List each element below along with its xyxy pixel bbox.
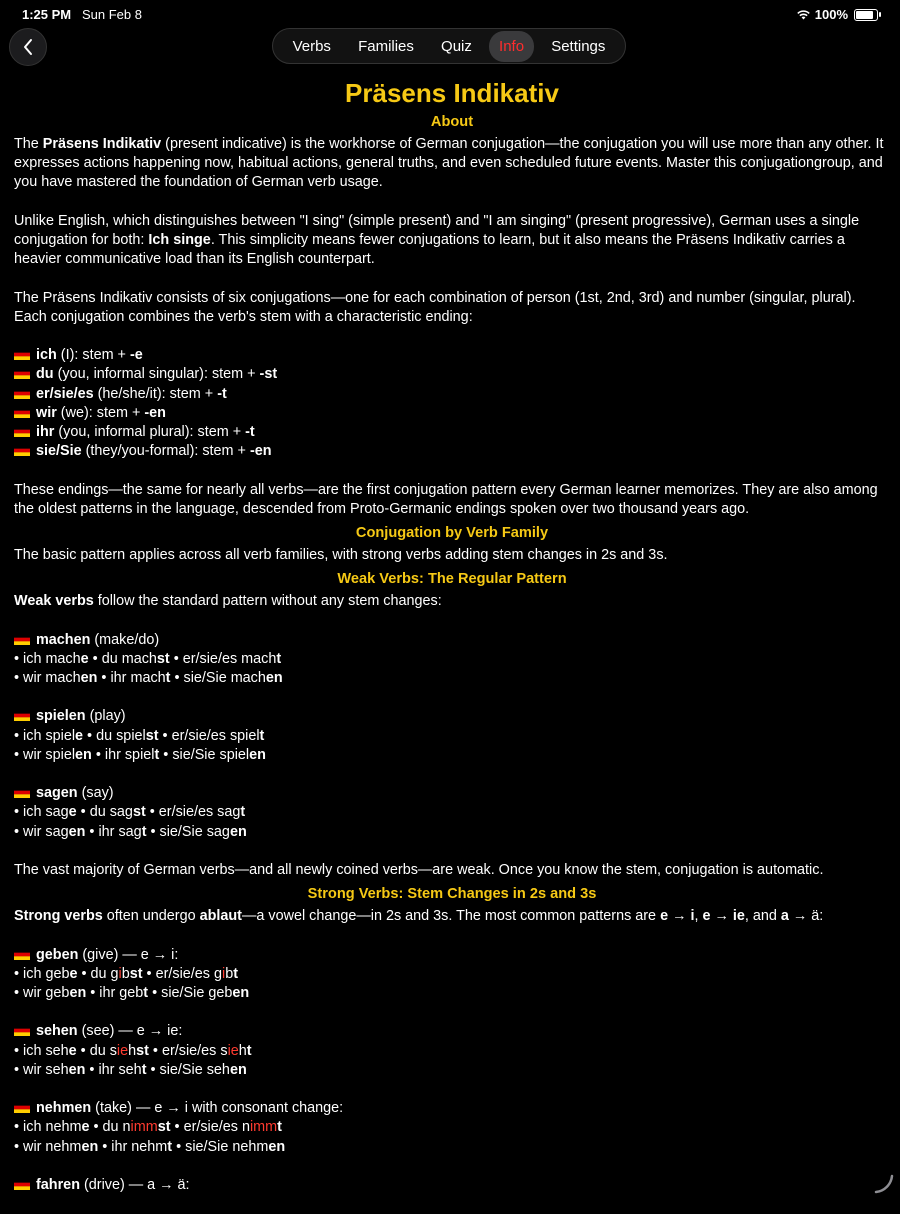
verb-ending: en [249,746,266,763]
spacer [14,1003,890,1022]
verb-ending: en [268,1138,286,1155]
german-flag-icon [14,634,30,645]
ending-item [14,442,890,461]
bold-text: Strong verbs [14,908,103,925]
verb-stem: wir spiel [23,746,76,763]
ending: -en [249,443,272,460]
verb-gloss: (play) [85,708,126,725]
verb-header [14,1176,890,1195]
tab-verbs[interactable]: Verbs [292,37,331,55]
ending-item [14,346,890,365]
bullet: • [97,670,111,686]
text-span: ä: [811,908,824,925]
verb-ending: st [136,1042,149,1059]
verb-stem: er/sie/es spiel [171,727,260,744]
conjugation-row [14,965,890,984]
german-flag-icon [14,710,30,721]
verb-ending: e [68,1042,77,1059]
verb-ending: t [141,823,147,840]
verb-ending: st [157,1119,171,1136]
weak-outro: The vast majority of German verbs—and all newly coined verbs—are weak. Once you know the stem, conjugation is automatic. [14,861,824,878]
verb-stem: du mach [101,650,157,667]
back-button[interactable] [9,28,47,66]
text-span: —a vowel change—in 2s and 3s. The most common patterns are [241,908,661,925]
verb-block [14,707,890,765]
bullet: • [14,984,24,1001]
ending: -t [217,385,227,402]
verb-ending: e [75,727,84,744]
german-flag-icon [14,787,30,798]
verb-gloss: (make/do) [90,631,160,648]
endings-list [14,346,890,461]
verb-ending: t [246,1042,252,1059]
verb-ending: en [229,823,247,840]
spacer [14,1157,890,1176]
conjugation-row [14,803,890,822]
verb-ending: st [156,650,170,667]
verb-stem: ich mach [23,650,81,667]
verb-stem: h [238,1042,247,1059]
verb-gloss: (say) [77,785,114,802]
ending-desc: (I): stem + [56,347,130,364]
pronoun: du [36,366,54,383]
bullet: • [14,670,24,686]
ending: -en [144,404,166,421]
stem-change: ie [116,1042,129,1059]
german-flag-icon [14,1025,30,1036]
german-flag-icon [14,388,30,399]
strong-heading: Strong Verbs: Stem Changes in 2s and 3s [307,886,597,903]
verb-ending: t [141,1061,147,1078]
bullet: • [142,965,156,982]
ending-desc: (they/you-formal): stem + [81,443,250,460]
german-flag-icon [14,407,30,418]
about-paragraph-1 [14,135,890,193]
ending-item [14,423,890,442]
bullet: • [14,1042,24,1059]
chevron-left-icon [22,38,34,56]
bullet: • [14,804,24,821]
pronoun: wir [36,404,57,421]
verb-stem: er/sie/es mach [182,650,277,667]
verb-name: fahren [36,1176,80,1193]
conjugation-row [14,823,890,842]
bullet: • [146,1061,160,1078]
conjugation-row [14,650,890,669]
conjugation-row [14,1138,890,1157]
family-heading: Conjugation by Verb Family [355,525,549,541]
verb-gloss: (drive) — a → ä: [79,1176,190,1193]
stem-change: imm [249,1119,278,1136]
verb-name: sehen [36,1023,78,1040]
text-span: follow the standard pattern without any stem changes: [93,593,442,610]
info-content [14,76,890,1214]
verb-stem: du s [89,1042,117,1059]
pronoun: ihr [36,424,55,440]
verb-stem: du sag [89,804,133,821]
bullet: • [172,1138,186,1155]
status-bar [0,0,900,28]
verb-ending: t [143,984,149,1001]
conjugation-row [14,1042,890,1061]
verb-stem: sie/Sie mach [183,670,266,686]
verb-gloss: (take) — e → i with consonant change: [91,1100,344,1117]
verb-ending: e [81,1119,90,1136]
ending-desc: (you, informal singular): stem + [53,366,260,383]
bold-text: a → [780,908,812,925]
verb-ending: t [167,1138,173,1155]
about-paragraph-2 [14,212,890,270]
tab-quiz[interactable]: Quiz [441,37,472,55]
verb-ending: en [75,746,92,763]
verb-stem: ich spiel [23,727,76,744]
conjugation-row [14,1118,890,1137]
bullet: • [76,1042,90,1059]
bullet: • [158,727,172,744]
verb-stem: du spiel [96,727,146,744]
page-title: Präsens Indikativ [345,78,559,108]
verb-ending: en [265,670,283,686]
text-span: Unlike English, which distinguishes between "I sing" (simple present) and "I am singing" (present progressive), German uses a single conjugation for both: [14,212,860,248]
verb-stem: ich nehm [23,1119,82,1136]
verb-header [14,631,890,650]
verb-ending: en [68,1061,86,1078]
verb-block [14,1099,890,1157]
verb-stem: er/sie/es sag [158,804,241,821]
pronoun: ich [36,347,57,364]
conjugation-row [14,984,890,1003]
tab-info[interactable]: Info [489,31,534,62]
text-span: often undergo [102,908,200,925]
ending: -e [129,347,143,364]
bullet: • [14,746,24,763]
verb-ending: e [68,804,77,821]
bullet: • [146,823,160,840]
verb-name: nehmen [36,1100,92,1117]
german-flag-icon [14,426,30,437]
bullet: • [14,1138,24,1155]
verb-block [14,631,890,689]
verb-stem: wir geb [23,984,70,1001]
status-time: 1:25 PM Sun Feb 8 [22,7,142,22]
ending-desc: (we): stem + [56,404,145,421]
german-flag-icon [14,1102,30,1113]
verb-ending: e [69,965,78,982]
stem-change: i [118,965,122,982]
verb-ending: t [240,804,246,821]
ending-item [14,404,890,423]
german-flag-icon [14,368,30,379]
verb-stem: du n [102,1119,131,1136]
bullet: • [88,650,102,667]
verb-name: geben [36,946,79,963]
tab-families[interactable]: Families [358,37,414,55]
bold-text: Ich singe [148,232,211,248]
verb-block [14,1176,890,1195]
spacer [14,842,890,861]
verb-header [14,1022,890,1041]
verb-ending: t [233,965,238,982]
bold-text: Präsens Indikativ [42,136,162,152]
verb-stem: er/sie/es g [155,965,222,982]
bold-text: Weak verbs [14,593,94,610]
strong-verbs [14,946,890,1214]
verb-stem: ihr mach [110,670,166,686]
bullet: • [85,823,99,840]
verb-stem: ich seh [23,1042,69,1059]
bold-text: e → ie [702,908,745,925]
status-right [796,7,878,22]
ending-item [14,365,890,384]
verb-ending: en [229,1061,247,1078]
verb-stem: ihr geb [99,984,144,1001]
verb-stem: h [128,1042,137,1059]
verb-header [14,1099,890,1118]
verb-header [14,707,890,726]
verb-block [14,1022,890,1080]
verb-stem: ich geb [23,965,70,982]
text-span: (present indicative) is the workhorse of German conjugation—the conjugation you will use more than any other. It expresses actions happening now, habitual actions, general truths, and even scheduled future events. Master this conjugationgroup, and you have mastered the foundation of German verb usage. [14,136,884,191]
verb-stem: du g [90,965,119,982]
verb-ending: t [276,650,282,667]
text-span: . This simplicity means fewer conjugations to learn, but it also means the Präsens Indikativ carries a heavier communicative load than its English counterpart. [14,232,845,268]
bullet: • [169,650,183,667]
ending-desc: (he/she/it): stem + [93,385,218,402]
text-span: The [14,136,43,152]
bullet: • [14,965,24,982]
bullet: • [145,804,159,821]
weak-heading: Weak Verbs: The Regular Pattern [337,571,567,588]
bullet: • [170,1119,184,1136]
verb-ending: en [69,984,87,1001]
verb-ending: st [132,804,146,821]
verb-header [14,784,890,803]
verb-name: sagen [36,785,78,802]
ending: -t [245,424,255,440]
verb-ending: en [68,823,86,840]
strong-intro [14,907,890,926]
verb-name: machen [36,631,91,648]
bullet: • [76,804,90,821]
verb-stem: er/sie/es s [161,1042,228,1059]
ending-desc: (you, informal plural): stem + [54,424,246,440]
verb-stem: ihr nehm [111,1138,168,1155]
family-paragraph: The basic pattern applies across all verb families, with strong verbs adding stem changes in 2s and 3s. [14,547,668,563]
verb-ending: en [81,1138,99,1155]
bullet: • [14,727,24,744]
stem-change: imm [130,1119,158,1136]
weak-intro [14,592,890,611]
bullet: • [170,670,184,686]
verb-name: spielen [36,708,86,725]
verb-ending: st [145,727,159,744]
german-flag-icon [14,445,30,456]
verb-stem: wir sag [23,823,69,840]
verb-ending: t [154,746,160,763]
verb-gloss: (give) — e → i: [78,946,179,963]
spacer [14,688,890,707]
verb-stem: sie/Sie geb [161,984,233,1001]
about-heading: About [430,114,474,130]
bullet: • [77,965,91,982]
verb-stem: er/sie/es n [183,1119,250,1136]
ending-item [14,385,890,404]
bullet: • [14,650,24,667]
pronoun: sie/Sie [36,443,82,460]
verb-ending: en [80,670,98,686]
verb-block [14,784,890,842]
verb-stem: wir seh [23,1061,69,1078]
verb-ending: e [80,650,89,667]
conjugation-row [14,1061,890,1080]
spacer [14,1195,890,1214]
verb-header [14,946,890,965]
verb-stem: ihr sag [98,823,142,840]
battery-percent: 100% [814,7,848,22]
verb-stem: sie/Sie seh [159,1061,230,1078]
bullet: • [86,984,100,1001]
bullet: • [98,1138,112,1155]
resize-handle-icon [872,1172,896,1196]
verb-block [14,946,890,1004]
battery-icon [854,9,878,21]
conjugation-row [14,746,890,765]
verb-stem: sie/Sie spiel [172,746,250,763]
weak-verbs [14,631,890,861]
verb-stem: wir nehm [23,1138,82,1155]
spacer [14,1080,890,1099]
text-span: , [694,908,703,925]
verb-ending: t [259,727,265,744]
text-span: , and [744,908,781,925]
verb-stem: b [225,965,234,982]
german-flag-icon [14,349,30,360]
german-flag-icon [14,949,30,960]
about-paragraph-4: These endings—the same for nearly all verbs—are the first conjugation pattern every German learner memorizes. They are also among the oldest patterns in the language, descended from Proto-Germanic endings spoken over two thousand years ago. [14,481,878,517]
verb-stem: sie/Sie sag [159,823,230,840]
bold-text: e → i [660,908,695,925]
bullet: • [83,727,97,744]
about-paragraph-3: The Präsens Indikativ consists of six conjugations—one for each combination of person (1st, 2nd, 3rd) and number (singular, plural). Each conjugation combines the verb's stem with a characteristic ending: [14,289,856,325]
bullet: • [159,746,173,763]
ending: -st [259,366,278,383]
verb-ending: en [232,984,250,1001]
bullet: • [148,1042,162,1059]
top-tab-bar [272,28,626,64]
bullet: • [148,984,162,1001]
spacer [14,765,890,784]
bullet: • [14,1061,24,1078]
bullet: • [89,1119,103,1136]
bullet: • [14,823,24,840]
bullet: • [14,1119,24,1136]
stem-change: i [221,965,226,982]
verb-ending: st [129,965,143,982]
conjugation-row [14,669,890,688]
german-flag-icon [14,1179,30,1190]
bold-text: ablaut [199,908,242,925]
verb-stem: b [121,965,130,982]
verb-stem: wir mach [23,670,81,686]
verb-ending: t [165,670,171,686]
verb-gloss: (see) — e → ie: [77,1023,183,1040]
verb-stem: sie/Sie nehm [185,1138,269,1155]
verb-stem: ihr seh [98,1061,142,1078]
verb-ending: t [277,1119,282,1136]
bullet: • [91,746,105,763]
conjugation-row [14,727,890,746]
tab-settings[interactable]: Settings [551,37,606,55]
verb-stem: ihr spiel [104,746,155,763]
wifi-icon [796,9,811,20]
pronoun: er/sie/es [36,385,94,402]
verb-stem: ich sag [23,804,69,821]
stem-change: ie [227,1042,239,1059]
bullet: • [85,1061,99,1078]
